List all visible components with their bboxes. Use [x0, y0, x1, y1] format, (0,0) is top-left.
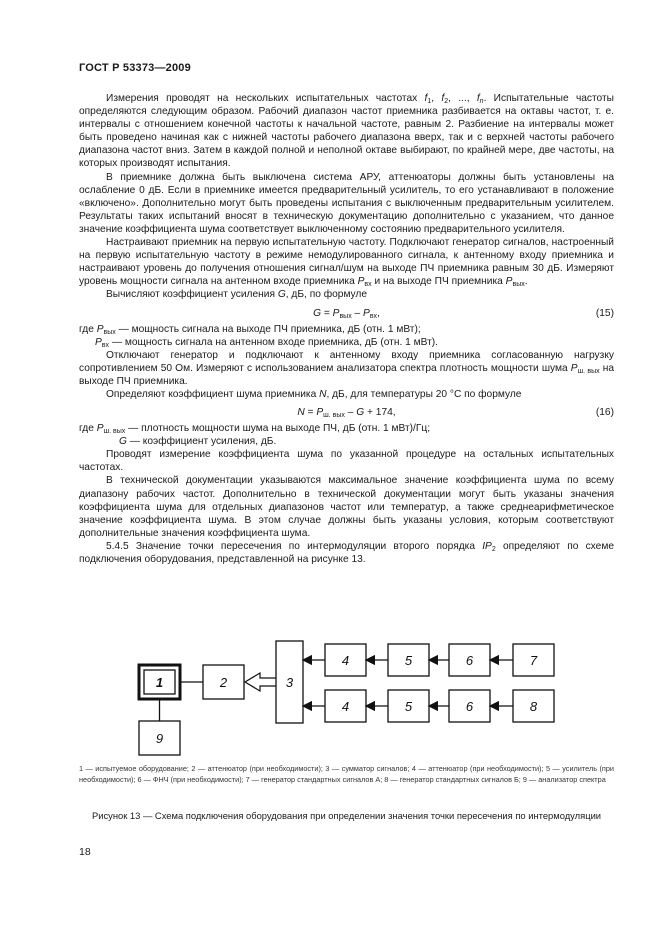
- block-2-label: 2: [219, 675, 228, 690]
- block-1-label: 1: [155, 675, 164, 690]
- block-6b-label: 6: [465, 699, 474, 714]
- formula-16-expression: $N = P_{ш. вых} - G + 174$,: [297, 407, 396, 420]
- formula-15-number: (15): [595, 307, 614, 319]
- figure-caption: Рисунок 13 — Схема подключения оборудования при определении значения точки пересечения по интермодуляции: [91, 810, 602, 821]
- page-number: 18: [79, 846, 91, 858]
- where-2: $P_{вх}$ — мощность сигнала на антенном входе приемника, дБ (отн. 1 мВт).: [95, 336, 438, 349]
- block-7-label: 7: [529, 653, 538, 668]
- block-9-label: 9: [155, 731, 164, 746]
- paragraph-9: 5.4.5 Значение точки пересечения по интермодуляции второго порядка $IP_2$ определяют по схеме подключения оборудования, представленной на рисунке 13.: [79, 540, 614, 565]
- block-4a-label: 4: [341, 653, 350, 668]
- paragraph-5: Отключают генератор и подключают к антенному входу приемника согласованную нагрузку сопротивлением 50 Ом. Измеряют с использованием анализатора спектра плотность мощности шума $P_{ш. вых}$ на выходе ПЧ приемника.: [79, 349, 615, 387]
- where-1: где $P_{вых}$ — мощность сигнала на выходе ПЧ приемника, дБ (отн. 1 мВт);: [79, 323, 421, 336]
- document-header: ГОСТ Р 53373—2009: [79, 62, 191, 74]
- figure-legend: 1 — испытуемое оборудование; 2 — аттенюатор (при необходимости); 3 — сумматор сигналов; 4 — аттенюатор (при необходимости); 5 — усилитель (при необходимости); 6 — ФНЧ (при необходимости); 7 — генератор стандартных сигналов А; 8 — генератор стандартных сигналов Б; 9 — анализатор спектра: [79, 764, 614, 784]
- formula-15: [79, 307, 614, 321]
- where-3: где $P_{ш. вых}$ — плотность мощности шума на выходе ПЧ, дБ (отн. 1 мВт)/Гц;: [79, 423, 431, 436]
- block-6a-label: 6: [465, 653, 474, 668]
- paragraph-8: В технической документации указываются максимальное значение коэффициента шума по всему диапазону рабочих частот. Дополнительно в технической документации могут быть указаны значения коэффициента шума для отдельных диапазонов частот или температур, а также среднеарифметическое значение коэффициента шума. В этом случае должны быть указаны условия, которым соответствуют дополнительные значения коэффициента шума.: [79, 475, 614, 539]
- paragraph-3: Настраивают приемник на первую испытательную частоту. Подключают генератор сигналов, настроенный на первую испытательную частоту в режиме немодулированного сигнала, к антенному входу приемника и настраивают уровень до получения отношения сигнал/шум на выходе ПЧ приемника равным 30 дБ. Измеряют уровень мощности сигнала на антенном входе приемника $P_{вх}$ и на выходе ПЧ приемника $P_{вых}$.: [79, 237, 614, 289]
- paragraph-7: Проводят измерение коэффициента шума по указанной процедуре на остальных испытательных частотах.: [79, 449, 614, 474]
- formula-16: [79, 406, 614, 420]
- paragraph-2: В приемнике должна быть выключена система АРУ, аттенюаторы должны быть установлены на ослабление 0 дБ. Если в приемнике имеется предварительный усилитель, то его устанавливают в положение «включено». Дополнительно могут быть проведены испытания с выключенным предварительным усилителем. Результаты таких испытаний вносят в техническую документацию дополнительно с указанием, что данное значение коэффициента шума соответствует выключенному состоянию предварительного усилителя.: [79, 171, 614, 235]
- block-4b-label: 4: [341, 699, 350, 714]
- block-5a-label: 5: [404, 653, 413, 668]
- block-8-label: 8: [529, 699, 538, 714]
- block-5b-label: 5: [404, 699, 413, 714]
- paragraph-1: Измерения проводят на нескольких испытательных частотах $f_1$, $f_2$, ..., $f_n$. Испытательные частоты определяются следующим образом. Рабочий диапазон частот приемника разбивается на октавы частот, т. е. интервалы с отношением конечной частоты к начальной частоте, равным 2. Разбиение на интервалы может быть проведено начиная как с нижней частоты рабочего диапазона вверх, так и с верхней частоты рабочего диапазона частот вниз. Затем в каждой полной и неполной октаве выбирают, по крайней мере, две частоты, на которых производят испытания.: [79, 93, 614, 170]
- paragraph-6: Определяют коэффициент шума приемника N, дБ, для температуры 20 °С по формуле: [106, 388, 522, 400]
- where-4: G — коэффициент усиления, дБ.: [119, 436, 277, 448]
- formula-15-expression: $G = P_{вых} - P_{вх}$,: [313, 307, 380, 320]
- body-text: [79, 92, 614, 566]
- block-3-label: 3: [285, 675, 294, 690]
- formula-16-number: (16): [595, 407, 614, 419]
- paragraph-4: Вычисляют коэффициент усиления G, дБ, по формуле: [106, 289, 368, 301]
